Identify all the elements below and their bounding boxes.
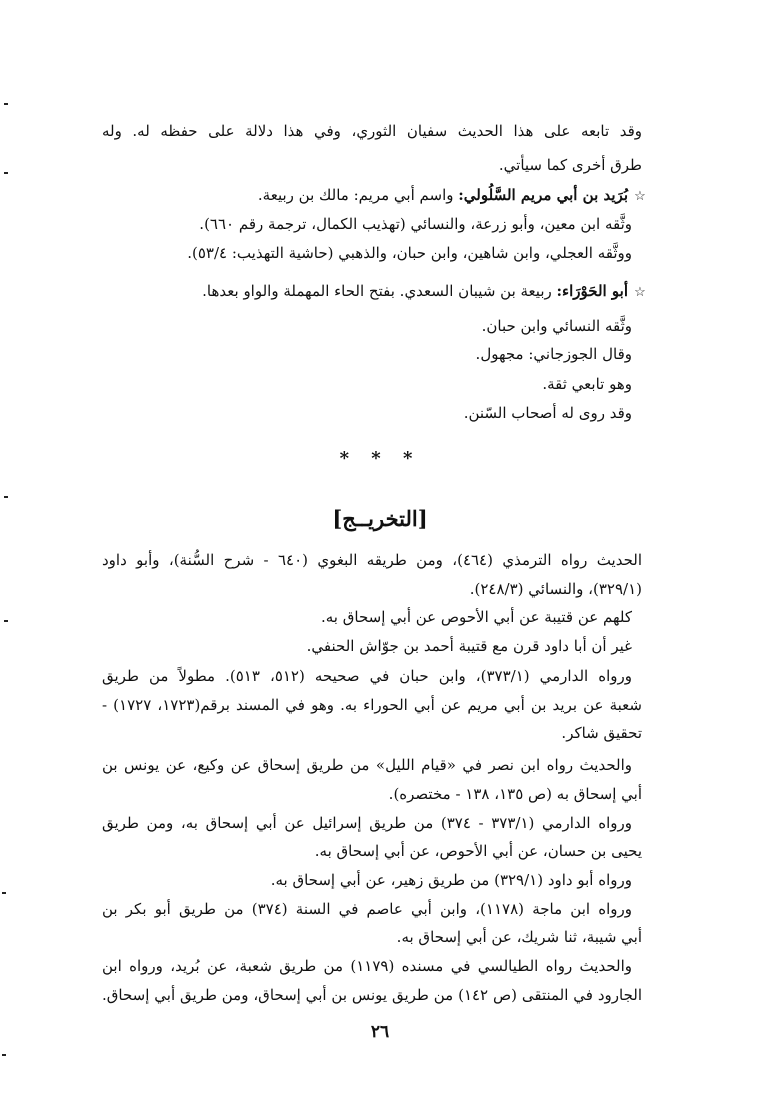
margin-mark: [4, 103, 8, 105]
section-title: [التخريــج]: [332, 506, 428, 531]
paragraph-line: الجارود في المنتقى (ص ١٤٢) من طريق يونس بن أبي إسحاق، ومن طريق أبي إسحاق.: [102, 986, 642, 1004]
paragraph-line: وهو تابعي ثقة.: [542, 375, 632, 393]
narrator-description: ربيعة بن شيبان السعدي. بفتح الحاء المهملة والواو بعدها.: [202, 282, 557, 300]
section-separator: * * *: [339, 448, 421, 469]
paragraph-line: يحيى بن حسان، عن أبي الأحوص، عن أبي إسحاق به.: [314, 842, 642, 860]
narrator-entry-bureid: [108, 183, 648, 209]
paragraph-line: كلهم عن قتيبة عن أبي الأحوص عن أبي إسحاق به.: [321, 608, 632, 626]
margin-mark: [2, 892, 6, 894]
paragraph-line: وقال الجوزجاني: مجهول.: [475, 345, 632, 363]
paragraph-line: ورواه أبو داود (٣٢٩/١) من طريق زهير، عن أبي إسحاق به.: [270, 871, 632, 889]
page-number: ٢٦: [370, 1022, 390, 1042]
paragraph-line: ورواه ابن ماجة (١١٧٨)، وابن أبي عاصم في السنة (٣٧٤) من طريق أبو بكر بن: [102, 900, 633, 918]
star-bullet-icon: ☆: [634, 285, 646, 300]
narrator-name: بُرَيد بن أبي مريم السَّلُولي:: [458, 186, 628, 204]
narrator-entry-abu-alhawra: [108, 279, 648, 305]
paragraph-line: وثَّقه ابن معين، وأبو زرعة، والنسائي (تهذيب الكمال، ترجمة رقم ٦٦٠).: [199, 215, 632, 233]
paragraph-line: أبي إسحاق به (ص ١٣٥، ١٣٨ - مختصره).: [388, 785, 642, 803]
paragraph-line: والحديث رواه ابن نصر في «قيام الليل» من طريق إسحاق عن وكيع، عن يونس بن: [102, 756, 632, 774]
star-bullet-icon: ☆: [634, 189, 646, 204]
margin-mark: [4, 496, 8, 498]
paragraph-line: أبي شيبة، ثنا شريك، عن أبي إسحاق به.: [396, 928, 642, 946]
paragraph-line: الحديث رواه الترمذي (٤٦٤)، ومن طريقه البغوي (٦٤٠ - شرح السُّنة)، وأبو داود: [102, 551, 642, 569]
narrator-description: واسم أبي مريم: مالك بن ربيعة.: [257, 186, 459, 204]
margin-mark: [4, 620, 8, 622]
paragraph-line: وثَّقه النسائي وابن حبان.: [481, 317, 632, 335]
paragraph-line: وقد تابعه على هذا الحديث سفيان الثوري، وفي هذا دلالة على حفظه له. وله: [102, 122, 642, 140]
paragraph-line: طرق أخرى كما سيأتي.: [498, 156, 642, 174]
paragraph-line: والحديث رواه الطيالسي في مسنده (١١٧٩) من طريق شعبة، عن بُريد، ورواه ابن: [102, 957, 633, 975]
paragraph-line: وقد روى له أصحاب السّنن.: [463, 404, 632, 422]
narrator-name: أبو الحَوْرَاء:: [556, 282, 628, 300]
paragraph-line: ووثَّقه العجلي، وابن شاهين، وابن حبان، والذهبي (حاشية التهذيب: ٥٣/٤).: [187, 244, 632, 262]
paragraph-line: شعبة عن بريد بن أبي مريم عن أبي الحوراء به. وهو في المسند برقم(١٧٢٣، ١٧٢٧) -: [102, 696, 642, 714]
margin-mark: [2, 1054, 6, 1056]
paragraph-line: غير أن أبا داود قرن مع قتيبة أحمد بن جوّاش الحنفي.: [306, 637, 632, 655]
paragraph-line: ورواه الدارمي (٣٧٣/١ - ٣٧٤) من طريق إسرائيل عن أبي إسحاق به، ومن طريق: [102, 814, 632, 832]
paragraph-line: تحقيق شاكر.: [561, 724, 642, 742]
margin-mark: [4, 172, 8, 174]
paragraph-line: (٣٢٩/١)، والنسائي (٢٤٨/٣).: [469, 580, 642, 598]
paragraph-line: ورواه الدارمي (٣٧٣/١)، وابن حبان في صحيحه (٥١٢، ٥١٣). مطولاً من طريق: [102, 667, 633, 685]
